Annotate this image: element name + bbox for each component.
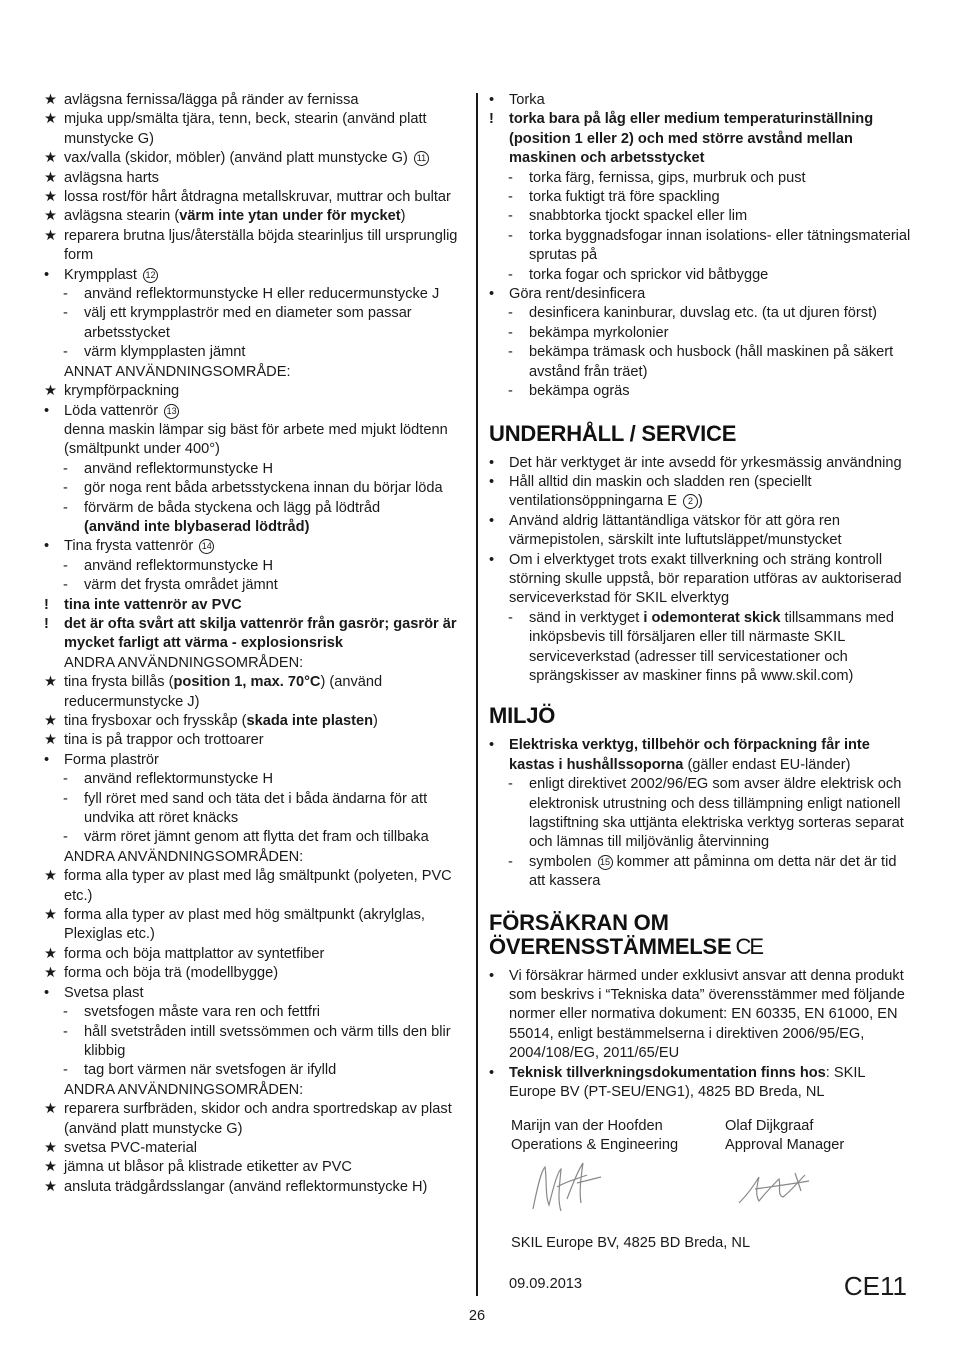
item-text: avlägsna stearin ( (64, 208, 180, 225)
circled-number-icon: 12 (143, 268, 158, 283)
item-text: Löda vattenrör (64, 402, 159, 419)
item-text: krympförpackning (64, 383, 180, 400)
list-item (44, 906, 464, 945)
left-column (44, 91, 464, 1197)
item-text: Göra rent/desinficera (509, 286, 646, 303)
list-item (489, 853, 913, 892)
item-text: mjuka upp/smälta tjära, tenn, beck, stearin (använd platt munstycke G) (64, 111, 427, 147)
column-divider (476, 93, 478, 1296)
star-marker-icon: ★ (44, 907, 58, 924)
list-item (489, 343, 913, 382)
item-text: ANDRA ANVÄNDNINGSOMRÅDEN: (64, 848, 304, 865)
list-item (44, 460, 464, 479)
list-item (44, 828, 464, 847)
company-address: SKIL Europe BV, 4825 BD Breda, NL (511, 1235, 751, 1252)
item-text: ) (698, 493, 703, 510)
bullet-marker-icon: • (489, 967, 495, 984)
star-marker-icon: ★ (44, 945, 58, 962)
list-item (44, 304, 464, 343)
bullet-marker-icon: • (44, 538, 50, 555)
signature-left-image (527, 1159, 605, 1217)
item-text: det är ofta svårt att skilja vattenrör från gasrör; gasrör är mycket farligt att värma - explosionsrisk (64, 615, 457, 652)
environment-list (489, 736, 913, 891)
item-text: torka färg, fernissa, gips, murbruk och pust (529, 169, 806, 186)
item-text: ) (400, 208, 406, 225)
signature-block (489, 1117, 913, 1312)
bullet-marker-icon: • (44, 402, 50, 419)
list-item (44, 343, 464, 362)
item-text: torka fuktigt trä före spackling (529, 189, 720, 206)
item-text: använd reflektormunstycke H eller reducermunstycke J (84, 286, 440, 303)
dash-marker-icon: - (63, 499, 68, 516)
item-text: ANNAT ANVÄNDNINGSOMRÅDE: (64, 363, 291, 380)
item-text: håll svetstråden intill svetssömmen och värm tills den blir klibbig (84, 1023, 451, 1059)
list-item (489, 324, 913, 343)
item-text: enligt direktivet 2002/96/EG som avser äldre elektrisk och elektronisk utrustning och dess tillämpning enligt nationell lagstiftning ska uttjänta elektriska verktyg sorteras separat och lämnas till miljövänlig återvinning (529, 776, 904, 851)
star-marker-icon: ★ (44, 732, 58, 749)
right-column (489, 91, 913, 1312)
bullet-marker-icon: • (489, 737, 495, 754)
item-text: Torka (509, 92, 545, 108)
item-bold-text: position 1, max. 70°C (173, 674, 321, 691)
list-item (44, 1139, 464, 1158)
list-item (44, 110, 464, 149)
list-item (489, 227, 913, 266)
star-marker-icon: ★ (44, 1159, 58, 1176)
dash-marker-icon: - (63, 460, 68, 477)
list-item (44, 576, 464, 595)
dash-marker-icon: - (63, 286, 68, 303)
dash-marker-icon: - (508, 169, 513, 186)
item-text: torka byggnadsfogar innan isolations- eller tätningsmaterial sprutas på (529, 227, 911, 264)
list-item (489, 169, 913, 188)
item-text: värm det frysta området jämnt (84, 577, 278, 594)
dash-marker-icon: - (63, 480, 68, 497)
bullet-marker-icon: • (489, 551, 495, 568)
dash-marker-icon: - (508, 853, 513, 870)
conformity-heading (489, 911, 913, 959)
list-item (44, 479, 464, 498)
dash-marker-icon: - (508, 609, 513, 626)
item-text: lossa rost/för hårt åtdragna metallskruvar, muttrar och bultar (64, 189, 451, 206)
list-item (44, 1100, 464, 1139)
list-item (44, 1061, 464, 1080)
item-text: värm röret jämnt genom att flytta det fram och tillbaka (84, 829, 429, 846)
bang-marker-icon: ! (489, 111, 494, 128)
star-marker-icon: ★ (44, 208, 58, 225)
item-text: Använd aldrig lättantändliga vätskor för att göra ren värmepistolen, särskilt inte luftutsläppet/munstycket (509, 512, 842, 549)
list-item (44, 654, 464, 673)
item-text: kommer att påminna om detta när det är tid att kassera (529, 853, 897, 890)
item-text: forma och böja trä (modellbygge) (64, 965, 279, 982)
item-text: (använd inte blybaserad lödtråd) (84, 518, 310, 535)
list-item (44, 266, 464, 285)
bullet-marker-icon: • (489, 473, 495, 490)
item-bold-text: Teknisk tillverkningsdokumentation finns hos (509, 1064, 826, 1081)
item-text: tina is på trappor och trottoarer (64, 732, 264, 749)
item-text: jämna ut blåsor på klistrade etiketter av PVC (64, 1159, 352, 1176)
list-item (489, 1064, 913, 1103)
dash-marker-icon: - (508, 305, 513, 322)
star-marker-icon: ★ (44, 1178, 58, 1195)
dash-marker-icon: - (63, 305, 68, 322)
list-item (44, 848, 464, 867)
item-text: desinficera kaninburar, duvslag etc. (ta ut djuren först) (529, 305, 877, 322)
dash-marker-icon: - (508, 266, 513, 283)
list-item (489, 304, 913, 323)
list-item (489, 609, 913, 687)
dash-marker-icon: - (508, 227, 513, 244)
item-text: Det här verktyget är inte avsedd för yrkesmässig användning (509, 454, 902, 471)
dash-marker-icon: - (63, 557, 68, 574)
item-text: Krympplast (64, 266, 137, 283)
item-text: förvärm de båda styckena och lägg på lödtråd (84, 499, 381, 516)
list-item (44, 1023, 464, 1062)
dash-marker-icon: - (63, 1004, 68, 1021)
bullet-marker-icon: • (489, 92, 495, 108)
dash-marker-icon: - (508, 776, 513, 793)
list-item (489, 285, 913, 304)
conformity-list (489, 967, 913, 1103)
star-marker-icon: ★ (44, 1139, 58, 1156)
item-bold-text: värm inte ytan under för mycket (179, 208, 401, 225)
dash-marker-icon: - (508, 189, 513, 206)
circled-number-icon: 2 (683, 494, 698, 509)
item-text: forma alla typer av plast med låg smältpunkt (polyeten, PVC etc.) (64, 868, 452, 904)
list-item (489, 551, 913, 609)
list-item (44, 363, 464, 382)
list-item (489, 188, 913, 207)
circled-number-icon: 13 (164, 404, 179, 419)
list-item (44, 169, 464, 188)
item-text: fyll röret med sand och täta det i båda ändarna för att undvika att röret knäcks (84, 790, 428, 827)
service-list (489, 454, 913, 687)
star-marker-icon: ★ (44, 713, 58, 729)
item-text: använd reflektormunstycke H (84, 771, 273, 788)
list-item (44, 557, 464, 576)
list-item (44, 421, 464, 460)
item-text: Svetsa plast (64, 984, 144, 1001)
item-text: svetsa PVC-material (64, 1139, 198, 1156)
dash-marker-icon: - (508, 383, 513, 400)
item-text: gör noga rent båda arbetsstyckena innan du börjar löda (84, 480, 443, 497)
item-text: tina frysboxar och frysskåp ( (64, 713, 247, 729)
conformity-heading-line2: ÖVERENSSTÄMMELSE (489, 933, 732, 959)
item-text: svetsfogen måste vara ren och fettfri (84, 1004, 321, 1021)
item-text: använd reflektormunstycke H (84, 460, 273, 477)
item-text: forma alla typer av plast med hög smältpunkt (akrylglas, Plexiglas etc.) (64, 907, 425, 943)
conformity-heading-line1: FÖRSÄKRAN OM (489, 909, 669, 935)
declaration-date: 09.09.2013 (509, 1276, 583, 1293)
bullet-marker-icon: • (44, 751, 50, 768)
list-item (44, 499, 464, 518)
list-item (489, 91, 913, 110)
bang-marker-icon: ! (44, 596, 49, 613)
item-text: värm klympplasten jämnt (84, 344, 246, 361)
item-text: ansluta trädgårdsslangar (använd reflektormunstycke H) (64, 1178, 428, 1195)
list-item (44, 188, 464, 207)
item-bold-text: skada inte plasten (246, 713, 374, 729)
dash-marker-icon: - (63, 771, 68, 788)
item-text: bekämpa trämask och husbock (håll maskinen på säkert avstånd från träet) (529, 344, 894, 380)
list-item (489, 736, 913, 775)
bullet-marker-icon: • (489, 454, 495, 471)
item-text: (gäller endast EU-länder) (683, 756, 851, 773)
dash-marker-icon: - (63, 344, 68, 361)
bullet-marker-icon: • (44, 984, 50, 1001)
item-text: tillsammans med inköpsbevis till försäljaren eller till närmaste SKIL serviceverkstad (adresser till servicestationer och sprängskisser av maskiner finns på www.skil.com) (529, 609, 895, 684)
item-text: ANDRA ANVÄNDNINGSOMRÅDEN: (64, 654, 304, 671)
list-item (489, 512, 913, 551)
page-number: 26 (468, 1308, 486, 1324)
star-marker-icon: ★ (44, 92, 58, 108)
item-text: symbolen (529, 853, 592, 870)
circled-number-icon: 15 (598, 855, 613, 870)
item-text: Håll alltid din maskin och sladden ren (speciellt ventilationsöppningarna E (509, 473, 812, 510)
item-text: tina frysta billås ( (64, 674, 174, 691)
signatory-left-name: Marijn van der Hoofden (511, 1118, 663, 1135)
list-item (44, 964, 464, 983)
list-item (489, 207, 913, 226)
star-marker-icon: ★ (44, 150, 58, 167)
ce-mark-icon: CE11 (843, 1271, 907, 1302)
circled-number-icon: 14 (199, 539, 214, 554)
bullet-marker-icon: • (489, 512, 495, 529)
signatory-left-title: Operations & Engineering (511, 1137, 679, 1154)
item-text: bekämpa myrkolonier (529, 324, 669, 341)
list-item (44, 518, 464, 537)
list-item (44, 615, 464, 654)
dash-marker-icon: - (63, 790, 68, 807)
list-item (44, 1003, 464, 1022)
circled-number-icon: 11 (414, 151, 429, 166)
signatory-right-title: Approval Manager (725, 1137, 845, 1154)
item-text: snabbtorka tjockt spackel eller lim (529, 208, 748, 225)
list-item (44, 731, 464, 750)
list-item (44, 537, 464, 556)
item-text: ANDRA ANVÄNDNINGSOMRÅDEN: (64, 1081, 304, 1098)
item-text: bekämpa ogräs (529, 383, 630, 400)
list-item (44, 673, 464, 712)
dash-marker-icon: - (63, 829, 68, 846)
list-item (44, 867, 464, 906)
item-text: denna maskin lämpar sig bäst för arbete med mjukt lödtenn (smältpunkt under 400°) (64, 421, 448, 458)
item-text: ) (använd reducermunstycke J) (64, 674, 383, 710)
star-marker-icon: ★ (44, 383, 58, 400)
item-text: använd reflektormunstycke H (84, 557, 273, 574)
list-item (489, 967, 913, 1064)
list-item (44, 945, 464, 964)
list-item (44, 382, 464, 401)
item-text: Om i elverktyget trots exakt tillverkning och sträng kontroll störning skulle uppstå, bör reparation utföras av auktoriserad serviceverkstad för SKIL elverktyg (509, 551, 902, 607)
bullet-marker-icon: • (489, 1064, 495, 1081)
bullet-marker-icon: • (44, 266, 50, 283)
list-item (44, 984, 464, 1003)
star-marker-icon: ★ (44, 1101, 58, 1118)
item-bold-text: i odemonterat skick (643, 609, 781, 626)
signatory-right-name: Olaf Dijkgraaf (725, 1118, 814, 1135)
list-item (44, 790, 464, 829)
item-bold-text: Elektriska verktyg, tillbehör och förpackning får inte kastas i hushållssoporna (509, 737, 870, 773)
item-text: : SKIL Europe BV (PT-SEU/ENG1), 4825 BD Breda, NL (509, 1064, 866, 1101)
dash-marker-icon: - (63, 1023, 68, 1040)
dash-marker-icon: - (508, 324, 513, 341)
item-text: ) (373, 713, 378, 729)
ce-icon: CE (735, 933, 763, 959)
dash-marker-icon: - (508, 208, 513, 225)
environment-heading: MILJÖ (489, 703, 556, 729)
list-item (44, 1178, 464, 1197)
item-text: forma och böja mattplattor av syntetfiber (64, 945, 325, 962)
list-item (489, 110, 913, 168)
list-item (44, 770, 464, 789)
item-text: Vi försäkrar härmed under exklusivt ansvar att denna produkt som beskrivs i “Tekniska data” överensstämmer med följande normer eller normativa dokument: EN 60335, EN 61000, EN 55014, enligt bestämmelserna i direktiven 2006/95/EG, 2004/108/EG, 2011/65/EU (509, 967, 905, 1062)
list-item (44, 285, 464, 304)
list-item (44, 149, 464, 168)
item-text: tina inte vattenrör av PVC (64, 596, 242, 613)
list-item (44, 712, 464, 731)
star-marker-icon: ★ (44, 227, 58, 244)
item-text: välj ett krympplaströr med en diameter som passar arbetsstycket (84, 305, 412, 341)
service-heading: UNDERHÅLL / SERVICE (489, 420, 737, 446)
list-item (44, 402, 464, 421)
list-item (44, 227, 464, 266)
list-item (44, 1081, 464, 1100)
item-text: tag bort värmen när svetsfogen är ifylld (84, 1062, 337, 1079)
item-text: torka fogar och sprickor vid båtbygge (529, 266, 769, 283)
item-text: avlägsna harts (64, 169, 159, 186)
dash-marker-icon: - (63, 1062, 68, 1079)
star-marker-icon: ★ (44, 111, 58, 128)
item-text: Forma plaströr (64, 751, 159, 768)
star-marker-icon: ★ (44, 674, 58, 691)
star-marker-icon: ★ (44, 965, 58, 982)
list-item (44, 596, 464, 615)
item-text: sänd in verktyget (529, 609, 644, 626)
item-text: reparera surfbräden, skidor och andra sportredskap av plast (använd platt munstycke G) (64, 1101, 452, 1137)
list-item (44, 207, 464, 226)
dash-marker-icon: - (508, 344, 513, 361)
item-text: vax/valla (skidor, möbler) (använd platt munstycke G) (64, 150, 408, 167)
star-marker-icon: ★ (44, 169, 58, 186)
bullet-marker-icon: • (489, 286, 495, 303)
item-text: Tina frysta vattenrör (64, 538, 194, 555)
item-text: torka bara på låg eller medium temperaturinställning (position 1 eller 2) och med större avstånd mellan maskinen och arbetsstycket (509, 111, 874, 167)
bang-marker-icon: ! (44, 615, 49, 632)
item-text: reparera brutna ljus/återställa böjda stearinljus till ursprunglig form (64, 227, 458, 264)
star-marker-icon: ★ (44, 189, 58, 206)
list-item (44, 91, 464, 110)
list-item (489, 775, 913, 853)
list-item (489, 382, 913, 401)
item-text: avlägsna fernissa/lägga på ränder av fernissa (64, 92, 359, 108)
list-item (489, 473, 913, 512)
dash-marker-icon: - (63, 577, 68, 594)
drying-cleaning-list (489, 91, 913, 402)
star-marker-icon: ★ (44, 868, 58, 885)
signature-right-image (735, 1167, 815, 1209)
list-item (489, 266, 913, 285)
list-item (44, 1158, 464, 1177)
list-item (489, 454, 913, 473)
list-item (44, 751, 464, 770)
